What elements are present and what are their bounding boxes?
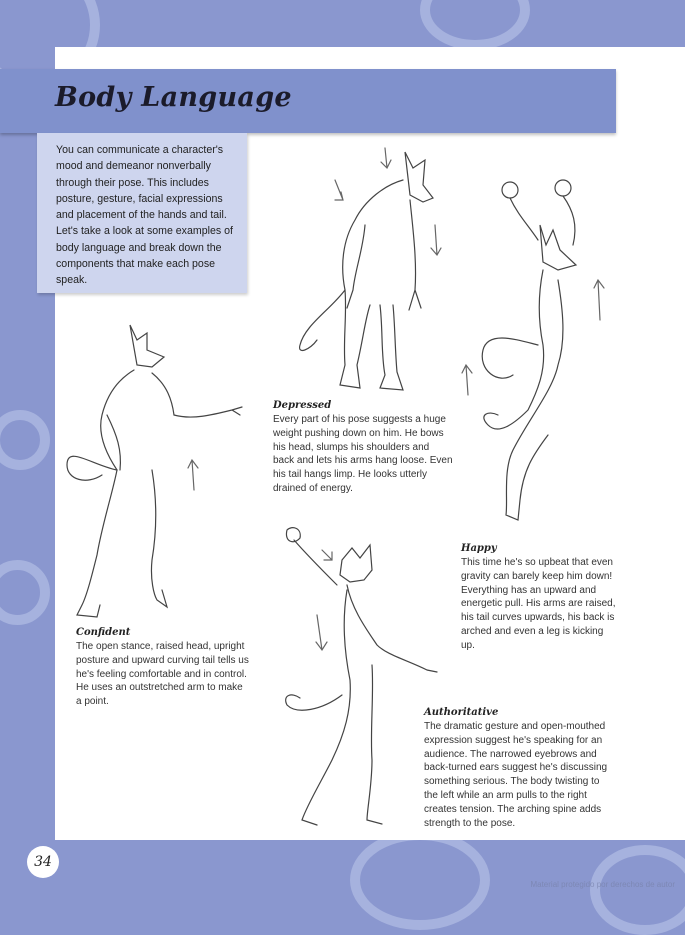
background-circle-decoration	[350, 830, 490, 930]
background-circle-decoration	[0, 410, 50, 470]
depressed-caption-text: Every part of his pose suggests a huge weight pushing down on him. He bows his head, slumps his shoulders and back and lets his arms hang loose. Even his tail hangs limp. He looks utterly drained of energy.	[273, 414, 453, 494]
authoritative-caption-text: The dramatic gesture and open-mouthed expression suggest he's speaking for an audience. The narrowed eyebrows and back-turned ears suggest he's discussing something serious. The body twisting to the left while an arm pulls to the right creates tension. The arching spine adds strength to the pose.	[424, 721, 608, 829]
page-title: Body Language	[55, 82, 292, 113]
background-circle-decoration	[420, 0, 530, 50]
intro-text: You can communicate a character's mood and demeanor nonverbally through their pose. This includes posture, gesture, facial expressions and placement of the hands and tail. Let's take a look at some examples of body language and break down the components that make each pose speak.	[56, 144, 233, 287]
copyright-watermark: Material protegido por derechos de autor	[530, 880, 675, 889]
happy-caption-text: This time he's so upbeat that even gravity can barely keep him down! Everything has an upward and energetic pull. His arms are raised, his tail curves upwards, his back is arched and even a leg is kicking up.	[461, 557, 616, 651]
happy-caption-title: Happy	[461, 543, 497, 554]
authoritative-caption-title: Authoritative	[424, 707, 499, 718]
depressed-figure-illustration	[285, 140, 460, 400]
confident-caption-title: Confident	[76, 627, 131, 638]
depressed-caption-title: Depressed	[273, 400, 332, 411]
page-number: 34	[27, 846, 59, 878]
background-circle-decoration	[0, 560, 50, 625]
confident-caption-text: The open stance, raised head, upright posture and upward curving tail tells us he's feeling comfortable and in control. He uses an outstretched arm to make a point.	[76, 641, 249, 708]
happy-figure-illustration	[458, 170, 608, 530]
confident-figure-illustration	[62, 315, 262, 625]
background-circle-decoration	[590, 845, 685, 935]
